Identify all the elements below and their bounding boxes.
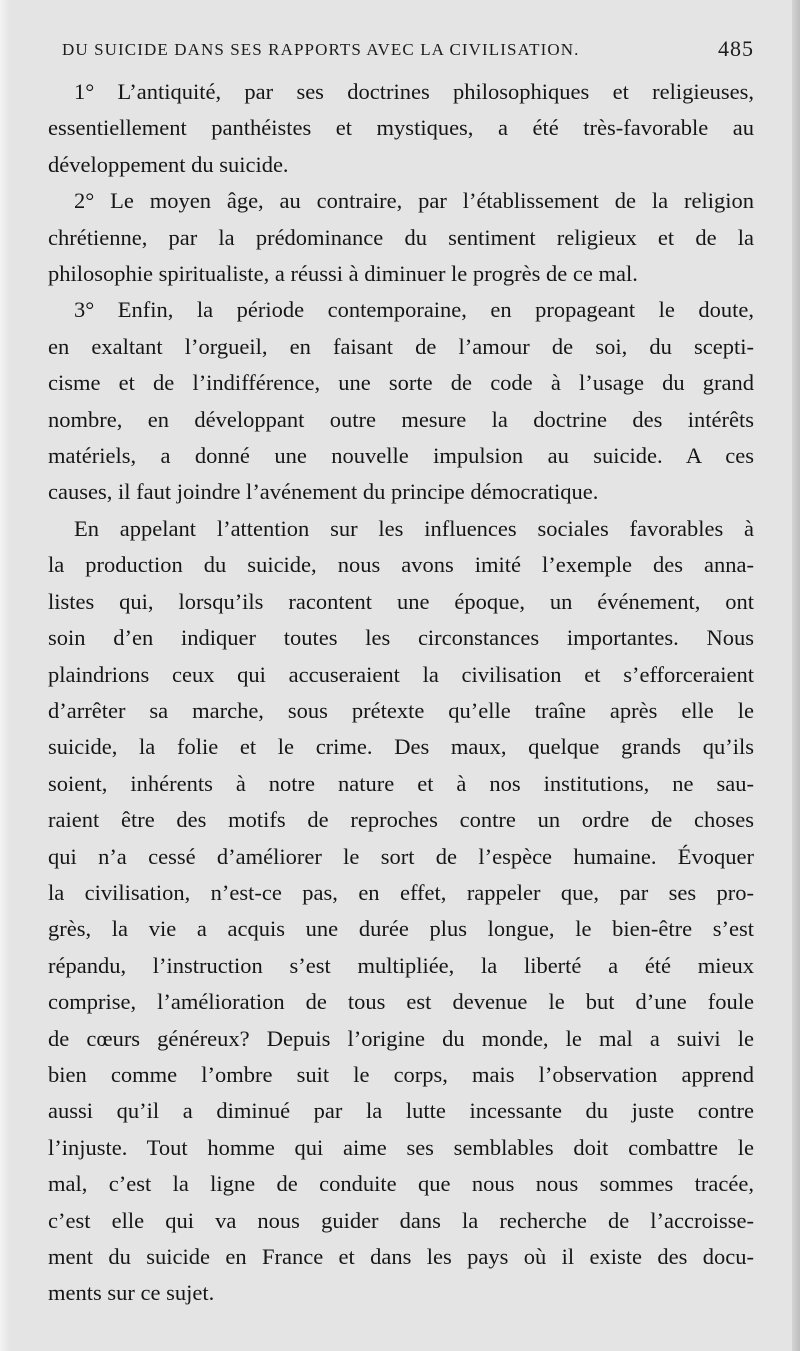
text-line: c’est elle qui va nous guider dans la recherche de l’accroisse- (48, 1207, 754, 1233)
text-line: 2° Le moyen âge, au contraire, par l’établissement de la religion (74, 188, 754, 214)
text-line: en exaltant l’orgueil, en faisant de l’amour de soi, du scepti- (48, 333, 754, 359)
text-line: d’arrêter sa marche, sous prétexte qu’elle traîne après elle le (48, 697, 754, 723)
text-line: aussi qu’il a diminué par la lutte incessante du juste contre (48, 1098, 754, 1124)
paragraph (48, 74, 754, 183)
paragraph (48, 511, 754, 1312)
text-line: la civilisation, n’est-ce pas, en effet, rappeler que, par ses pro- (48, 879, 754, 905)
text-line: philosophie spiritualiste, a réussi à diminuer le progrès de ce mal. (48, 261, 638, 287)
text-line: soient, inhérents à notre nature et à nos institutions, ne sau- (48, 770, 754, 796)
text-line: nombre, en développant outre mesure la doctrine des intérêts (48, 406, 754, 432)
text-line: ment du suicide en France et dans les pays où il existe des docu- (48, 1244, 754, 1269)
scan-left-edge (0, 0, 10, 1351)
text-line: mal, c’est la ligne de conduite que nous nous sommes tracée, (48, 1171, 754, 1197)
text-line: développement du suicide. (48, 151, 289, 177)
body-text (48, 74, 754, 1312)
text-line: de cœurs généreux? Depuis l’origine du monde, le mal a suivi le (48, 1025, 754, 1051)
paragraph (48, 183, 754, 292)
text-line: bien comme l’ombre suit le corps, mais l’observation apprend (48, 1061, 754, 1087)
running-title: DU SUICIDE DANS SES RAPPORTS AVEC LA CIVILISATION. (62, 40, 580, 59)
text-line: répandu, l’instruction s’est multipliée, la liberté a été mieux (48, 952, 754, 978)
text-line: plaindrions ceux qui accuseraient la civilisation et s’efforceraient (48, 661, 754, 687)
text-line: causes, il faut joindre l’avénement du principe démocratique. (48, 479, 599, 505)
scan-right-edge (792, 0, 800, 1351)
text-line: 1° L’antiquité, par ses doctrines philosophiques et religieuses, (74, 79, 754, 104)
text-line: l’injuste. Tout homme qui aime ses semblables doit combattre le (48, 1134, 754, 1160)
text-line: ments sur ce sujet. (48, 1280, 215, 1306)
running-head (50, 36, 754, 66)
text-line: comprise, l’amélioration de tous est devenue le but d’une foule (48, 989, 754, 1015)
text-line: cisme et de l’indifférence, une sorte de code à l’usage du grand (48, 370, 754, 396)
text-line: matériels, a donné une nouvelle impulsion au suicide. A ces (48, 443, 754, 469)
text-line: essentiellement panthéistes et mystiques, a été très-favorable au (48, 115, 754, 141)
text-line: listes qui, lorsqu’ils racontent une époque, un événement, ont (48, 588, 754, 614)
page-number: 485 (718, 36, 754, 61)
text-line: soin d’en indiquer toutes les circonstances importantes. Nous (48, 625, 754, 651)
text-line: la production du suicide, nous avons imité l’exemple des anna- (48, 552, 754, 578)
text-line: En appelant l’attention sur les influences sociales favorables à (74, 515, 754, 541)
text-line: 3° Enfin, la période contemporaine, en propageant le doute, (74, 297, 754, 323)
text-line: grès, la vie a acquis une durée plus longue, le bien-être s’est (48, 916, 754, 942)
text-line: raient être des motifs de reproches contre un ordre de choses (48, 807, 754, 833)
text-line: suicide, la folie et le crime. Des maux, quelque grands qu’ils (48, 734, 754, 760)
text-line: chrétienne, par la prédominance du sentiment religieux et de la (48, 224, 754, 250)
text-line: qui n’a cessé d’améliorer le sort de l’espèce humaine. Évoquer (48, 843, 754, 869)
paragraph (48, 292, 754, 510)
